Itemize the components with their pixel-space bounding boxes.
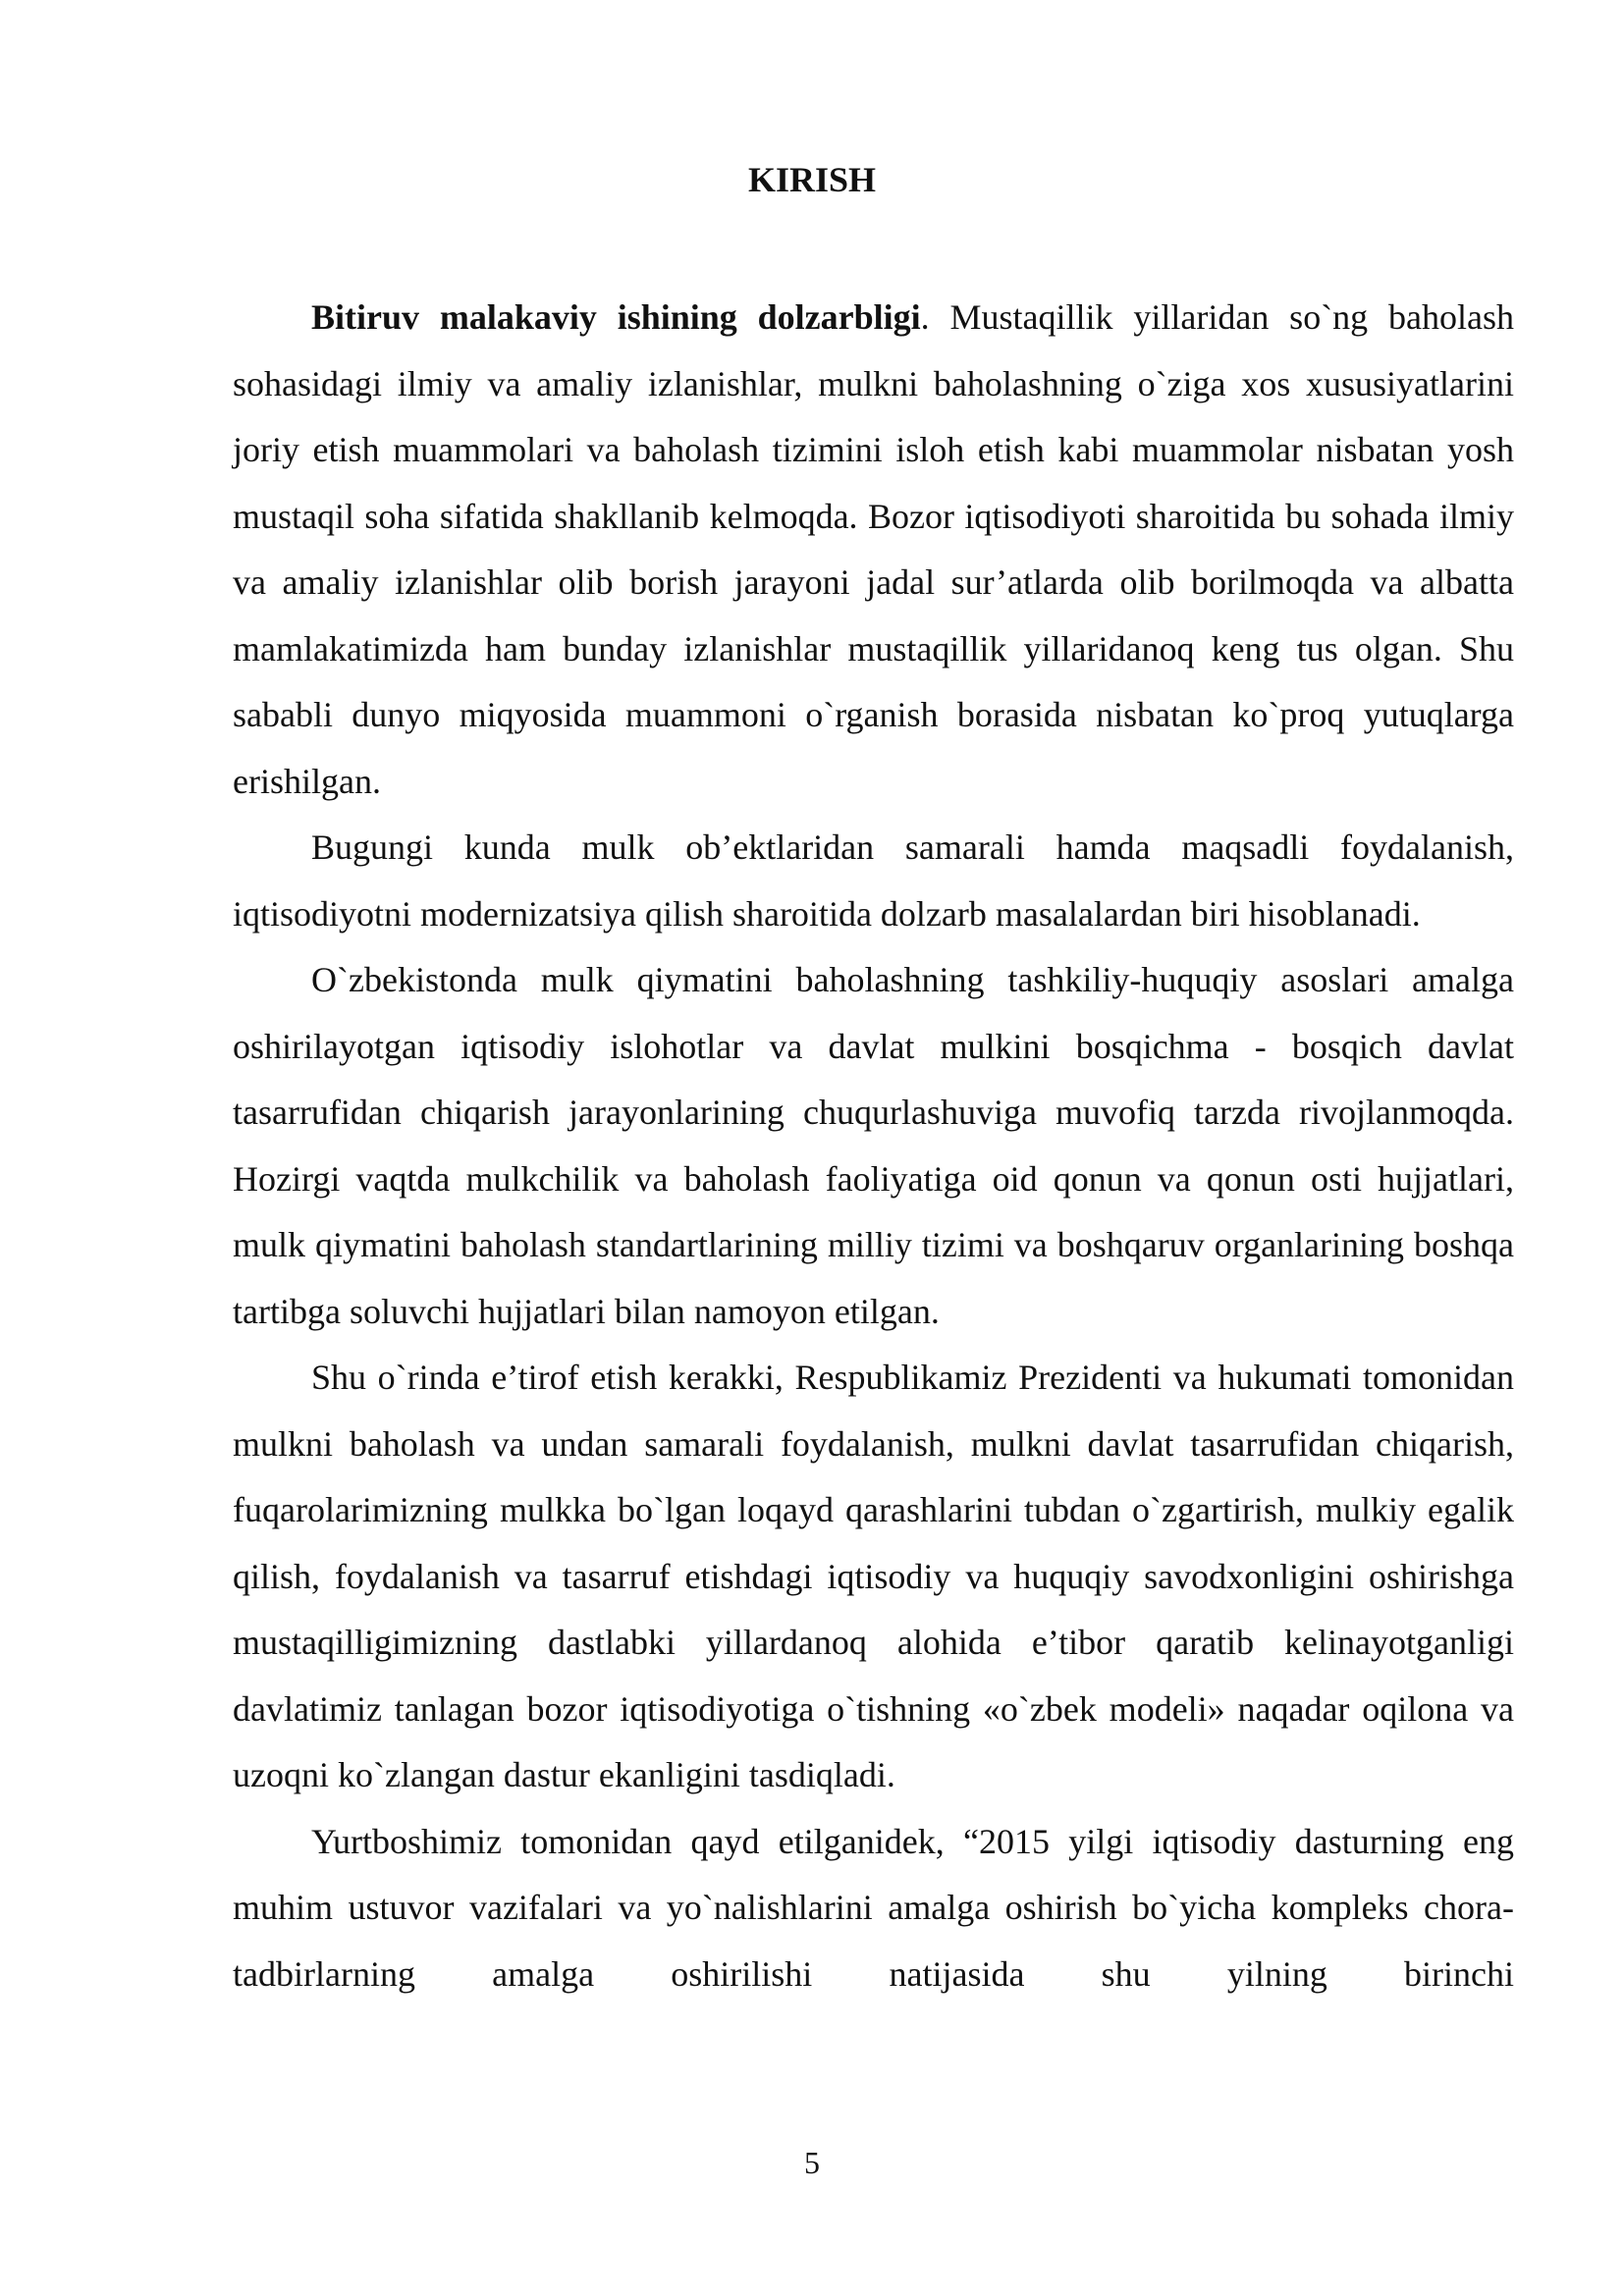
paragraph-text: . Mustaqillik yillaridan so`ng baholash sohasidagi ilmiy va amaliy izlanishlar, mulkni baholashning o`ziga xos xususiyatlarini joriy etish muammolari va baholash tizimini isloh etish kabi muammolar nisbatan yosh mustaqil soha sifatida shakllanib kelmoqda. Bozor iqtisodiyoti sharoitida bu sohada ilmiy va amaliy izlanishlar olib borish jarayoni jadal sur’atlarda olib borilmoqda va albatta mamlakatimizda ham bunday izlanishlar mustaqillik yillaridanoq keng tus olgan. Shu sababli dunyo miqyosida muammoni o`rganish borasida nisbatan ko`proq yutuqlarga erishilgan. bbox=[233, 297, 1515, 801]
body-text bbox=[233, 285, 1514, 2007]
paragraph-lead-bold: Bitiruv malakaviy ishining dolzarbligi bbox=[311, 297, 921, 337]
paragraph-text: Bugungi kunda mulk ob’ektlaridan samarali hamda maqsadli foydalanish, iqtisodiyotni modernizatsiya qilish sharoitida dolzarb masalalardan biri hisoblanadi. bbox=[233, 828, 1514, 934]
paragraph-text: Yurtboshimiz tomonidan qayd etilganidek, “2015 yilgi iqtisodiy dasturning eng muhim ustuvor vazifalari va yo`nalishlarini amalga oshirish bo`yicha kompleks chora-tadbirlarning amalga oshirilishi natijasida shu yilning birinchi bbox=[233, 1821, 1514, 1994]
paragraph-legal-basis bbox=[233, 947, 1514, 1345]
paragraph-government-attention bbox=[233, 1345, 1514, 1809]
paragraph-text: Shu o`rinda e’tirof etish kerakki, Respublikamiz Prezidenti va hukumati tomonidan mulkni baholash va undan samarali foydalanish, mulkni davlat tasarrufidan chiqarish, fuqarolarimizning mulkka bo`lgan loqayd qarashlarini tubdan o`zgartirish, mulkiy egalik qilish, foydalanish va tasarruf etishdagi iqtisodiy va huquqiy savodxonligini oshirishga mustaqilligimizning dastlabki yillardanoq alohida e’tibor qaratib kelinayotganligi davlatimiz tanlagan bozor iqtisodiyotiga o`tishning «o`zbek modeli» naqadar oqilona va uzoqni ko`zlangan dastur ekanligini tasdiqladi. bbox=[233, 1358, 1514, 1794]
paragraph-economic-program bbox=[233, 1809, 1514, 2008]
paragraph-relevance bbox=[233, 285, 1514, 815]
paragraph-property-use bbox=[233, 815, 1514, 947]
paragraph-text: O`zbekistonda mulk qiymatini baholashning tashkiliy-huquqiy asoslari amalga oshirilayotgan iqtisodiy islohotlar va davlat mulkini bosqichma - bosqich davlat tasarrufidan chiqarish jarayonlarining chuqurlashuviga muvofiq tarzda rivojlanmoqda. Hozirgi vaqtda mulkchilik va baholash faoliyatiga oid qonun va qonun osti hujjatlari, mulk qiymatini baholash standartlarining milliy tizimi va boshqaruv organlarining boshqa tartibga soluvchi hujjatlari bilan namoyon etilgan. bbox=[233, 960, 1514, 1331]
page-number: 5 bbox=[804, 2145, 820, 2180]
section-heading: KIRISH bbox=[747, 160, 877, 199]
